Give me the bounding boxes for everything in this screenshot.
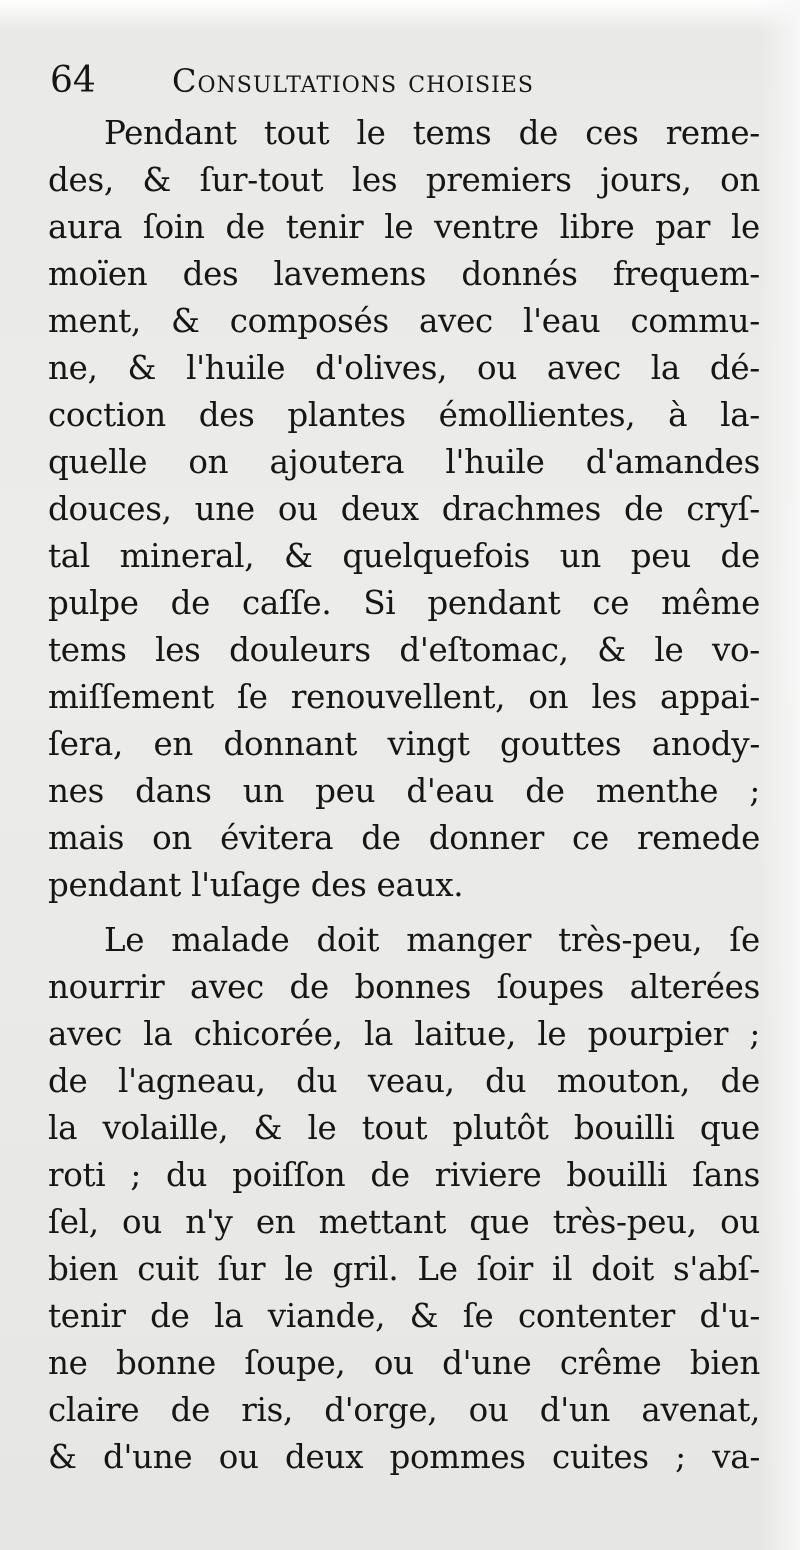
text-line: la volaille, & le tout plutôt bouilli que bbox=[48, 1109, 760, 1147]
text-line: nes dans un peu d'eau de menthe ; bbox=[48, 772, 760, 810]
text-line: quelle on ajoutera l'huile d'amandes bbox=[48, 443, 760, 481]
text-line: ſel, ou n'y en mettant que très-peu, ou bbox=[48, 1203, 760, 1241]
text-line: de l'agneau, du veau, du mouton, de bbox=[48, 1062, 760, 1100]
running-title: Consultations choisies bbox=[172, 62, 534, 100]
text-line: bien cuit ſur le gril. Le ſoir il doit s'abſ- bbox=[48, 1250, 760, 1288]
page-top-edge bbox=[0, 0, 800, 30]
text-line: avec la chicorée, la laitue, le pourpier ; bbox=[48, 1015, 760, 1053]
text-line: Le malade doit manger très-peu, ſe bbox=[104, 921, 760, 959]
text-line: des, & ſur-tout les premiers jours, on bbox=[48, 161, 760, 199]
text-line: pendant l'uſage des eaux. bbox=[48, 866, 464, 904]
text-line: douces, une ou deux drachmes de cryſ- bbox=[48, 490, 760, 528]
text-line: ne bonne ſoupe, ou d'une crême bien bbox=[48, 1344, 760, 1382]
text-line: ſera, en donnant vingt gouttes anody- bbox=[48, 725, 760, 763]
text-line: coction des plantes émollientes, à la- bbox=[48, 396, 760, 434]
page-right-edge bbox=[760, 0, 800, 1550]
text-line: pulpe de caſſe. Si pendant ce même bbox=[48, 584, 760, 622]
text-line: mais on évitera de donner ce remede bbox=[48, 819, 760, 857]
text-line: tems les douleurs d'eſtomac, & le vo- bbox=[48, 631, 760, 669]
text-line: aura ſoin de tenir le ventre libre par le bbox=[48, 208, 760, 246]
text-line: claire de ris, d'orge, ou d'un avenat, bbox=[48, 1391, 760, 1429]
text-line: ne, & l'huile d'olives, ou avec la dé- bbox=[48, 349, 760, 387]
book-page bbox=[48, 56, 760, 1481]
text-line: tal mineral, & quelquefois un peu de bbox=[48, 537, 760, 575]
text-line: miſſement ſe renouvellent, on les appai- bbox=[48, 678, 760, 716]
text-line: ment, & composés avec l'eau commu- bbox=[48, 302, 760, 340]
body-text bbox=[48, 110, 760, 1481]
text-line: moïen des lavemens donnés frequem- bbox=[48, 255, 760, 293]
text-line: nourrir avec de bonnes ſoupes alterées bbox=[48, 968, 760, 1006]
running-head bbox=[48, 56, 760, 106]
text-line: & d'une ou deux pommes cuites ; va- bbox=[48, 1438, 760, 1476]
text-line: roti ; du poiſſon de riviere bouilli ſans bbox=[48, 1156, 760, 1194]
text-line: tenir de la viande, & ſe contenter d'u- bbox=[48, 1297, 760, 1335]
page-number: 64 bbox=[50, 60, 96, 101]
text-line: Pendant tout le tems de ces reme- bbox=[104, 114, 760, 152]
paragraph-gap bbox=[48, 909, 760, 917]
